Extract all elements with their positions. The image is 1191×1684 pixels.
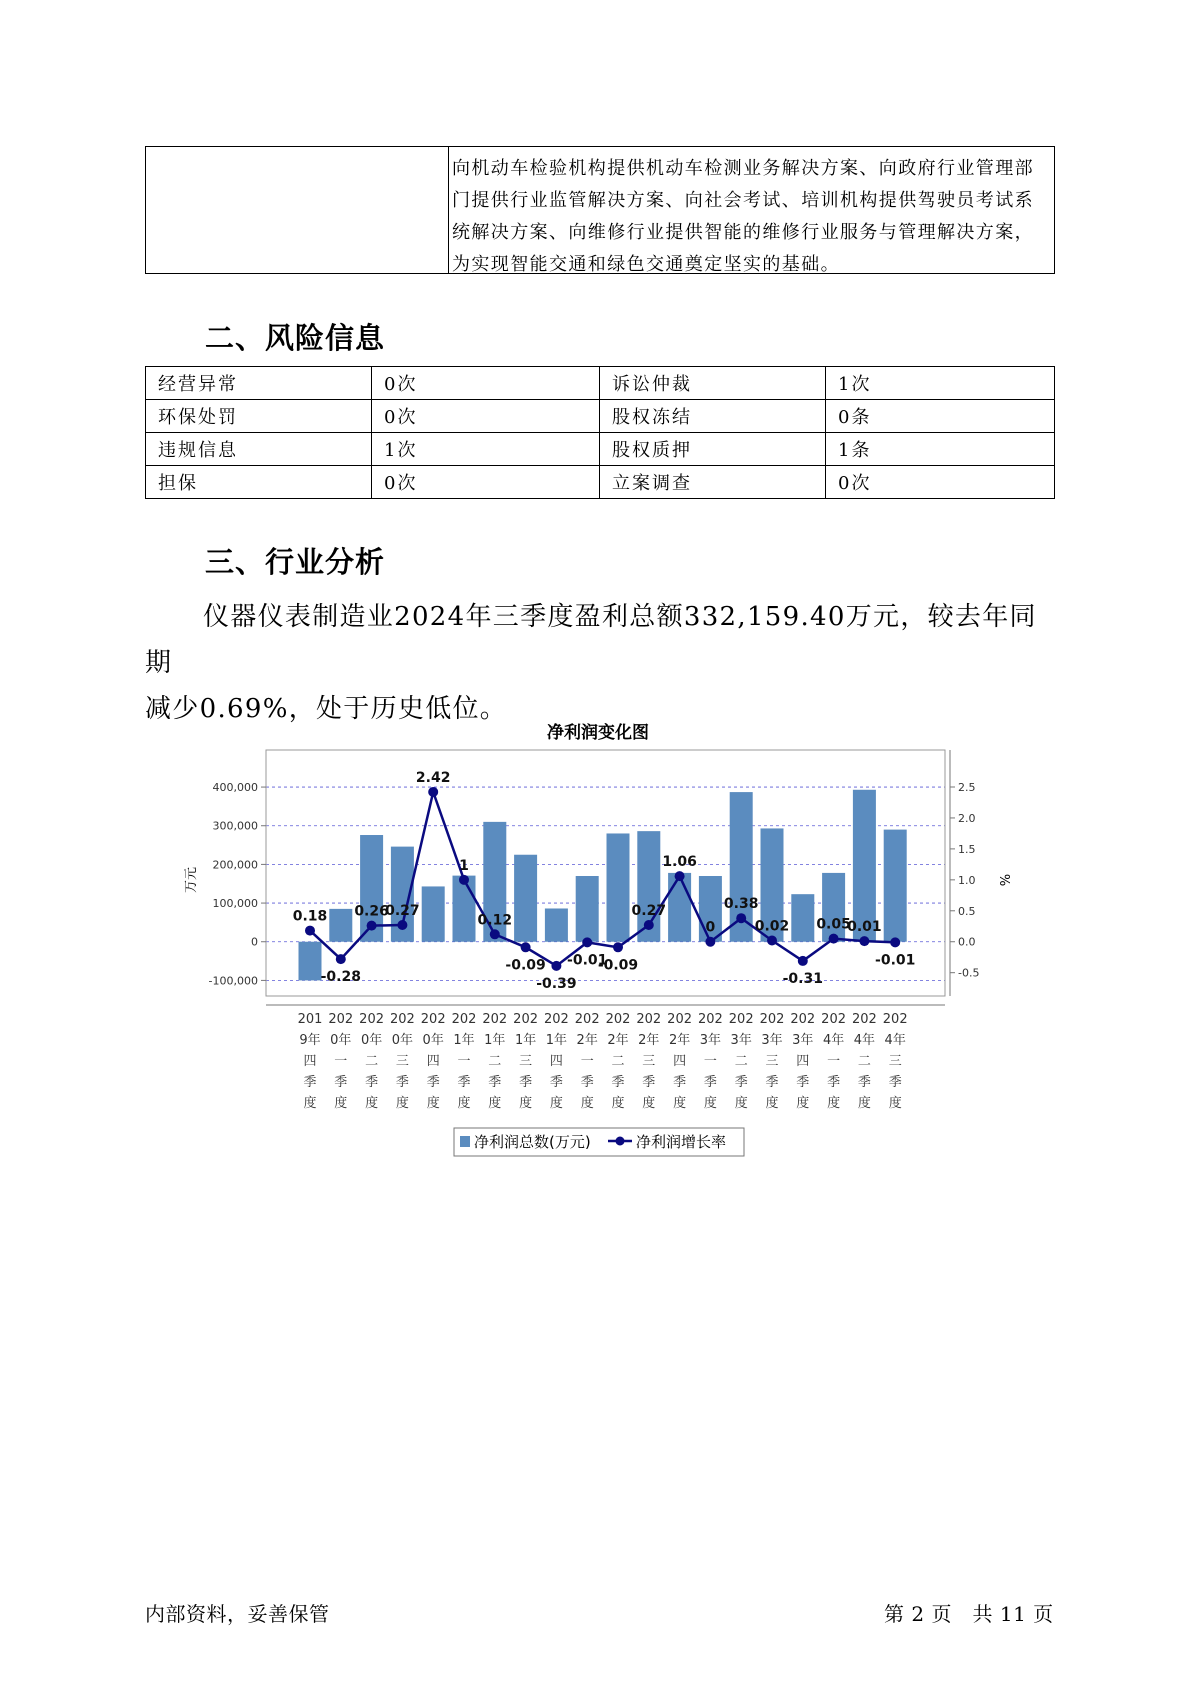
x-tick-label: 9年 bbox=[299, 1033, 321, 1048]
growth-data-label: 0.05 bbox=[816, 916, 851, 933]
analysis-line: 减少0.69%，处于历史低位。 bbox=[145, 694, 508, 724]
x-tick-label: 季 bbox=[703, 1075, 717, 1090]
growth-point bbox=[859, 936, 869, 946]
risk-value: 1次 bbox=[372, 433, 600, 466]
growth-point bbox=[367, 921, 377, 931]
bar bbox=[453, 876, 476, 942]
x-tick-label: 季 bbox=[334, 1075, 348, 1090]
x-tick-label: 季 bbox=[611, 1075, 625, 1090]
legend-line-marker bbox=[616, 1137, 625, 1146]
x-tick-label: 2年 bbox=[668, 1033, 691, 1048]
growth-point bbox=[705, 937, 715, 947]
x-tick-label: 三 bbox=[642, 1054, 656, 1069]
x-tick-label: 一 bbox=[827, 1054, 841, 1069]
growth-data-label: 0.18 bbox=[292, 908, 328, 925]
x-tick-label: 季 bbox=[395, 1075, 409, 1090]
business-line: 为实现智能交通和绿色交通奠定坚实的基础。 bbox=[452, 254, 840, 275]
x-tick-label: 四 bbox=[303, 1054, 317, 1069]
net-profit-chart bbox=[0, 700, 1191, 1170]
risk-value: 0次 bbox=[372, 400, 600, 433]
right-tick-label: 1.5 bbox=[958, 842, 976, 856]
bar bbox=[422, 886, 445, 941]
left-tick-label: 400,000 bbox=[212, 781, 258, 795]
x-tick-label: 季 bbox=[888, 1075, 902, 1090]
x-tick-label: 202 bbox=[420, 1012, 446, 1027]
risk-value: 1次 bbox=[826, 367, 1055, 400]
bar bbox=[514, 855, 537, 942]
risk-value: 0次 bbox=[826, 466, 1055, 499]
x-tick-label: 一 bbox=[457, 1054, 471, 1069]
bar bbox=[607, 833, 630, 941]
x-tick-label: 四 bbox=[796, 1054, 810, 1069]
growth-data-label: -0.01 bbox=[875, 952, 916, 969]
x-tick-label: 度 bbox=[580, 1096, 594, 1111]
growth-data-label: -0.28 bbox=[320, 969, 361, 986]
x-tick-label: 202 bbox=[513, 1012, 539, 1027]
chart-title: 净利润变化图 bbox=[547, 723, 649, 743]
x-tick-label: 度 bbox=[519, 1096, 533, 1111]
y-axis-label-right: % bbox=[996, 873, 1011, 887]
x-tick-label: 2年 bbox=[638, 1033, 660, 1048]
x-tick-label: 1年 bbox=[453, 1033, 475, 1048]
risk-value: 0次 bbox=[372, 367, 600, 400]
business-line: 向机动车检验机构提供机动车检测业务解决方案、向政府行业管理部 bbox=[452, 158, 1034, 179]
data-labels bbox=[293, 770, 916, 992]
risk-key: 立案调查 bbox=[600, 466, 826, 499]
legend-bar-label: 净利润总数(万元) bbox=[474, 1133, 591, 1151]
x-tick-label: 季 bbox=[673, 1075, 687, 1090]
x-tick-label: 202 bbox=[667, 1012, 693, 1027]
x-tick-label: 二 bbox=[488, 1054, 502, 1069]
x-tick-label: 季 bbox=[857, 1075, 871, 1090]
growth-point bbox=[397, 920, 407, 930]
growth-point bbox=[644, 920, 654, 930]
x-tick-label: 202 bbox=[359, 1012, 385, 1027]
x-tick-label: 度 bbox=[796, 1096, 810, 1111]
right-tick-label: 0.5 bbox=[958, 904, 976, 918]
x-tick-label: 度 bbox=[642, 1096, 656, 1111]
x-tick-label: 度 bbox=[488, 1096, 502, 1111]
growth-data-label: 0.27 bbox=[631, 903, 667, 920]
x-tick-label: 202 bbox=[451, 1012, 477, 1027]
business-line: 门提供行业监管解决方案、向社会考试、培训机构提供驾驶员考试系 bbox=[452, 190, 1034, 211]
x-tick-label: 季 bbox=[765, 1075, 779, 1090]
growth-data-label: -0.01 bbox=[567, 952, 608, 969]
x-tick-label: 度 bbox=[426, 1096, 440, 1111]
growth-point bbox=[428, 787, 438, 797]
growth-point bbox=[490, 929, 500, 939]
growth-point bbox=[890, 937, 900, 947]
x-tick-label: 3年 bbox=[761, 1033, 783, 1048]
x-tick-label: 0年 bbox=[360, 1033, 383, 1048]
x-tick-label: 1年 bbox=[514, 1033, 537, 1048]
x-tick-label: 度 bbox=[673, 1096, 687, 1111]
x-tick-label: 季 bbox=[457, 1075, 471, 1090]
x-tick-label: 202 bbox=[790, 1012, 816, 1027]
x-tick-label: 4年 bbox=[822, 1033, 845, 1048]
business-scope-text bbox=[452, 153, 1052, 281]
risk-value: 0条 bbox=[826, 400, 1055, 433]
x-tick-label: 三 bbox=[765, 1054, 779, 1069]
x-tick-label: 度 bbox=[365, 1096, 379, 1111]
growth-data-label: 0.01 bbox=[847, 919, 882, 936]
left-tick-label: 100,000 bbox=[212, 897, 258, 911]
growth-data-label: 0.12 bbox=[477, 912, 513, 929]
x-tick-label: 季 bbox=[796, 1075, 810, 1090]
right-tick-label: 0.0 bbox=[958, 935, 976, 949]
section-title-risk: 二、风险信息 bbox=[205, 321, 386, 355]
table-row bbox=[146, 400, 1055, 433]
x-tick-label: 一 bbox=[580, 1054, 594, 1069]
x-tick-label: 4年 bbox=[884, 1033, 906, 1048]
growth-point bbox=[736, 913, 746, 923]
table-row bbox=[146, 466, 1055, 499]
bar bbox=[668, 873, 691, 942]
bar bbox=[884, 830, 907, 942]
x-tick-label: 度 bbox=[857, 1096, 871, 1111]
legend-line-label: 净利润增长率 bbox=[636, 1133, 727, 1151]
risk-key: 担保 bbox=[146, 466, 372, 499]
x-tick-label: 度 bbox=[395, 1096, 409, 1111]
right-tick-label: 2.5 bbox=[958, 781, 976, 794]
table-divider bbox=[448, 147, 449, 273]
risk-key: 诉讼仲裁 bbox=[600, 367, 826, 400]
left-tick-label: 0 bbox=[251, 935, 258, 949]
left-tick-label: 300,000 bbox=[212, 819, 258, 833]
x-tick-label: 季 bbox=[365, 1075, 379, 1090]
bar bbox=[299, 942, 322, 981]
left-tick-label: 200,000 bbox=[212, 858, 258, 872]
growth-data-label: 0.26 bbox=[354, 903, 389, 920]
growth-data-label: 0 bbox=[705, 919, 716, 936]
x-tick-label: 202 bbox=[543, 1012, 569, 1027]
x-tick-label: 202 bbox=[697, 1012, 723, 1027]
x-tick-label: 二 bbox=[611, 1054, 625, 1069]
x-tick-label: 三 bbox=[519, 1054, 533, 1069]
risk-key: 股权冻结 bbox=[600, 400, 826, 433]
x-tick-label: 季 bbox=[519, 1075, 533, 1090]
growth-point bbox=[798, 956, 808, 966]
x-tick-label: 度 bbox=[703, 1096, 717, 1111]
risk-key: 环保处罚 bbox=[146, 400, 372, 433]
growth-point bbox=[613, 942, 623, 952]
x-tick-label: 2年 bbox=[607, 1033, 629, 1048]
table-row bbox=[146, 433, 1055, 466]
x-tick-label: 202 bbox=[728, 1012, 754, 1027]
growth-data-label: 2.42 bbox=[415, 769, 451, 786]
x-tick-label: 202 bbox=[389, 1012, 415, 1027]
bar bbox=[329, 909, 352, 942]
x-tick-label: 度 bbox=[765, 1096, 779, 1111]
growth-data-label: 1.06 bbox=[662, 854, 697, 871]
risk-key: 经营异常 bbox=[146, 367, 372, 400]
x-tick-label: 0年 bbox=[422, 1033, 444, 1048]
x-tick-label: 0年 bbox=[330, 1033, 352, 1048]
left-tick-label: -100,000 bbox=[208, 974, 258, 988]
x-tick-label: 季 bbox=[827, 1075, 841, 1090]
x-tick-label: 季 bbox=[303, 1075, 317, 1090]
bar bbox=[545, 908, 568, 941]
right-tick-label: 1.0 bbox=[958, 873, 976, 887]
x-tick-label: 201 bbox=[297, 1012, 323, 1027]
x-tick-label: 度 bbox=[827, 1096, 841, 1111]
risk-info-table bbox=[145, 366, 1055, 499]
x-tick-label: 度 bbox=[888, 1096, 902, 1111]
chart-legend bbox=[454, 1128, 744, 1156]
growth-point bbox=[675, 871, 685, 881]
x-tick-label: 2年 bbox=[576, 1033, 598, 1048]
x-tick-label: 度 bbox=[303, 1096, 317, 1111]
growth-point bbox=[582, 937, 592, 947]
growth-point bbox=[829, 934, 839, 944]
bar bbox=[576, 876, 599, 942]
x-tick-label: 度 bbox=[457, 1096, 471, 1111]
x-tick-label: 三 bbox=[888, 1054, 902, 1069]
growth-data-label: 0.38 bbox=[723, 896, 759, 913]
x-tick-label: 202 bbox=[882, 1012, 908, 1027]
right-tick-label: 2.0 bbox=[958, 811, 976, 825]
x-tick-label: 二 bbox=[734, 1054, 748, 1069]
x-tick-label: 3年 bbox=[792, 1033, 814, 1048]
x-tick-label: 202 bbox=[328, 1012, 354, 1027]
footer-confidential: 内部资料，妥善保管 bbox=[145, 1602, 330, 1626]
legend-bar-swatch bbox=[460, 1136, 470, 1147]
x-tick-label: 202 bbox=[821, 1012, 847, 1027]
growth-point bbox=[459, 875, 469, 885]
risk-value: 1条 bbox=[826, 433, 1055, 466]
x-tick-label: 四 bbox=[549, 1054, 563, 1069]
business-scope-table bbox=[145, 146, 1055, 274]
x-tick-label: 季 bbox=[426, 1075, 440, 1090]
x-tick-label: 三 bbox=[395, 1054, 409, 1069]
x-tick-label: 0年 bbox=[391, 1033, 414, 1048]
x-tick-label: 四 bbox=[426, 1054, 440, 1069]
growth-point bbox=[305, 926, 315, 936]
x-tick-label: 季 bbox=[642, 1075, 656, 1090]
y-axis-label-left: 万元 bbox=[184, 866, 199, 894]
x-tick-label: 度 bbox=[611, 1096, 625, 1111]
x-tick-label: 一 bbox=[703, 1054, 717, 1069]
growth-data-label: -0.09 bbox=[505, 957, 546, 974]
growth-data-label: 1 bbox=[459, 857, 469, 874]
growth-data-label: -0.09 bbox=[597, 957, 639, 974]
x-tick-label: 一 bbox=[334, 1054, 348, 1069]
business-line: 统解决方案、向维修行业提供智能的维修行业服务与管理解决方案， bbox=[452, 222, 1034, 243]
x-tick-label: 1年 bbox=[545, 1033, 568, 1048]
growth-point bbox=[551, 961, 561, 971]
risk-key: 违规信息 bbox=[146, 433, 372, 466]
x-tick-label: 二 bbox=[365, 1054, 379, 1069]
x-tick-label: 季 bbox=[488, 1075, 502, 1090]
x-tick-label: 202 bbox=[605, 1012, 631, 1027]
growth-data-label: -0.39 bbox=[536, 975, 577, 992]
risk-key: 股权质押 bbox=[600, 433, 826, 466]
growth-point bbox=[336, 954, 346, 964]
x-tick-label: 3年 bbox=[730, 1033, 752, 1048]
x-tick-label: 季 bbox=[549, 1075, 563, 1090]
growth-point bbox=[521, 942, 531, 952]
growth-data-label: 0.02 bbox=[754, 918, 790, 935]
growth-point bbox=[767, 935, 777, 945]
footer-page-number: 第 2 页 共 11 页 bbox=[884, 1602, 1054, 1626]
x-tick-label: 度 bbox=[334, 1096, 348, 1111]
risk-value: 0次 bbox=[372, 466, 600, 499]
right-tick-label: -0.5 bbox=[958, 966, 980, 980]
x-tick-label: 4年 bbox=[853, 1033, 876, 1048]
x-tick-label: 季 bbox=[580, 1075, 594, 1090]
x-tick-label: 度 bbox=[734, 1096, 748, 1111]
x-tick-label: 202 bbox=[851, 1012, 877, 1027]
x-tick-label: 二 bbox=[857, 1054, 871, 1069]
analysis-line: 仪器仪表制造业2024年三季度盈利总额332,159.40万元，较去年同期 bbox=[145, 602, 1037, 678]
x-tick-label: 3年 bbox=[699, 1033, 722, 1048]
table-row bbox=[146, 367, 1055, 400]
x-tick-label: 度 bbox=[549, 1096, 563, 1111]
bar bbox=[791, 894, 814, 942]
x-tick-label: 1年 bbox=[484, 1033, 506, 1048]
x-tick-label: 季 bbox=[734, 1075, 748, 1090]
growth-data-label: 0.27 bbox=[385, 903, 420, 920]
x-tick-label: 202 bbox=[636, 1012, 662, 1027]
section-title-industry: 三、行业分析 bbox=[205, 545, 386, 579]
x-tick-label: 202 bbox=[482, 1012, 508, 1027]
x-tick-label: 202 bbox=[759, 1012, 785, 1027]
x-tick-label: 四 bbox=[673, 1054, 687, 1069]
growth-data-label: -0.31 bbox=[782, 970, 823, 987]
x-tick-label: 202 bbox=[574, 1012, 600, 1027]
